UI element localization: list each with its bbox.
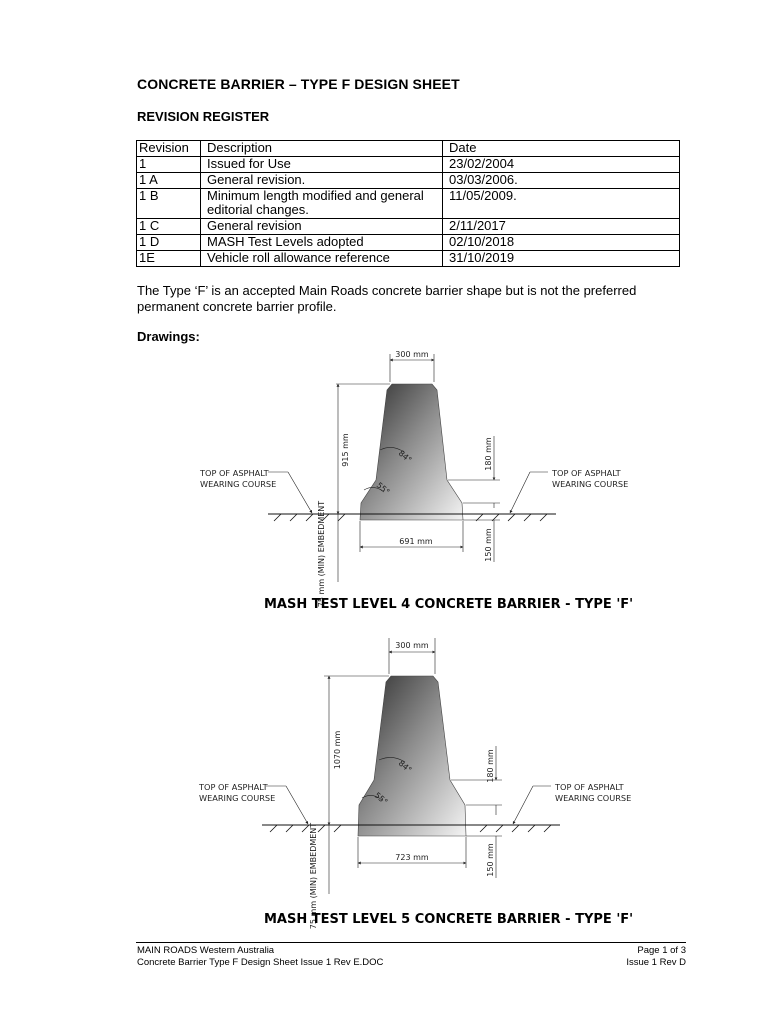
table-cell: Issued for Use	[201, 157, 443, 173]
dim-embedment: 75 mm (MIN) EMBEDMENT	[309, 822, 318, 930]
table-cell: 1	[137, 157, 201, 173]
table-cell: General revision	[201, 219, 443, 235]
table-cell: 02/10/2018	[443, 235, 680, 251]
dim-base-depth: 150 mm	[484, 528, 493, 562]
footer-org: MAIN ROADS Western Australia	[137, 945, 275, 956]
table-cell: 1 B	[137, 189, 201, 219]
table-row	[137, 157, 680, 173]
dim-step-height: 180 mm	[486, 749, 495, 783]
angle-upper: 84°	[396, 448, 414, 465]
table-row	[137, 189, 680, 219]
drawing-test-level-4	[0, 340, 768, 620]
table-row	[137, 219, 680, 235]
barrier-profile	[360, 384, 463, 520]
table-header-cell: Date	[443, 141, 680, 157]
table-header-cell: Revision	[137, 141, 201, 157]
dim-step-height: 180 mm	[484, 437, 493, 471]
dim-height: 1070 mm	[333, 730, 342, 770]
table-header-cell: Description	[201, 141, 443, 157]
table-cell: 1 C	[137, 219, 201, 235]
barrier-profile	[358, 676, 466, 836]
note-left-line1: TOP OF ASPHALT	[199, 782, 268, 792]
dim-top-width: 300 mm	[395, 350, 429, 359]
table-cell: 03/03/2006.	[443, 173, 680, 189]
revision-table	[136, 140, 680, 267]
angle-lower: 55°	[374, 480, 392, 497]
table-cell: 1 D	[137, 235, 201, 251]
drawing-caption: MASH TEST LEVEL 5 CONCRETE BARRIER - TYPE 'F'	[264, 912, 634, 927]
table-cell: 31/10/2019	[443, 251, 680, 267]
intro-paragraph: The Type ‘F’ is an accepted Main Roads concrete barrier shape but is not the preferred permanent concrete barrier profile.	[137, 283, 637, 314]
table-cell: Vehicle roll allowance reference	[201, 251, 443, 267]
table-cell: 23/02/2004	[443, 157, 680, 173]
table-row	[137, 235, 680, 251]
table-cell: 1E	[137, 251, 201, 267]
dim-height: 915 mm	[341, 433, 350, 467]
footer-page-number: Page 1 of 3	[637, 945, 686, 956]
note-left-line2: WEARING COURSE	[199, 793, 276, 803]
dim-base-width: 723 mm	[395, 853, 429, 862]
note-right-line2: WEARING COURSE	[555, 793, 632, 803]
dim-base-width: 691 mm	[399, 537, 433, 546]
document-title: CONCRETE BARRIER – TYPE F DESIGN SHEET	[137, 76, 460, 92]
table-cell: MASH Test Levels adopted	[201, 235, 443, 251]
table-cell: 11/05/2009.	[443, 189, 680, 219]
angle-upper: 84°	[396, 758, 414, 775]
footer-issue: Issue 1 Rev D	[626, 957, 686, 968]
angle-lower: 55°	[372, 790, 390, 807]
revision-register-heading: REVISION REGISTER	[137, 109, 270, 124]
dim-embedment: 75 mm (MIN) EMBEDMENT	[317, 500, 326, 608]
table-row	[137, 251, 680, 267]
note-right-line2: WEARING COURSE	[552, 479, 629, 489]
drawings-heading: Drawings:	[137, 329, 200, 344]
table-header-row	[137, 141, 680, 157]
footer-right	[626, 945, 686, 969]
dim-base-depth: 150 mm	[486, 843, 495, 877]
table-cell: 2/11/2017	[443, 219, 680, 235]
note-right-line1: TOP OF ASPHALT	[552, 468, 621, 478]
dim-top-width: 300 mm	[395, 641, 429, 650]
note-right-line1: TOP OF ASPHALT	[555, 782, 624, 792]
footer-divider	[136, 942, 686, 943]
table-cell: Minimum length modified and general editorial changes.	[201, 189, 443, 219]
table-cell: 1 A	[137, 173, 201, 189]
table-row	[137, 173, 680, 189]
note-left-line2: WEARING COURSE	[200, 479, 277, 489]
footer-left	[137, 945, 383, 969]
drawing-test-level-5	[0, 632, 768, 932]
table-cell: General revision.	[201, 173, 443, 189]
note-left-line1: TOP OF ASPHALT	[200, 468, 269, 478]
footer-file: Concrete Barrier Type F Design Sheet Issue 1 Rev E.DOC	[137, 957, 384, 968]
drawing-caption: MASH TEST LEVEL 4 CONCRETE BARRIER - TYPE 'F'	[264, 597, 634, 612]
